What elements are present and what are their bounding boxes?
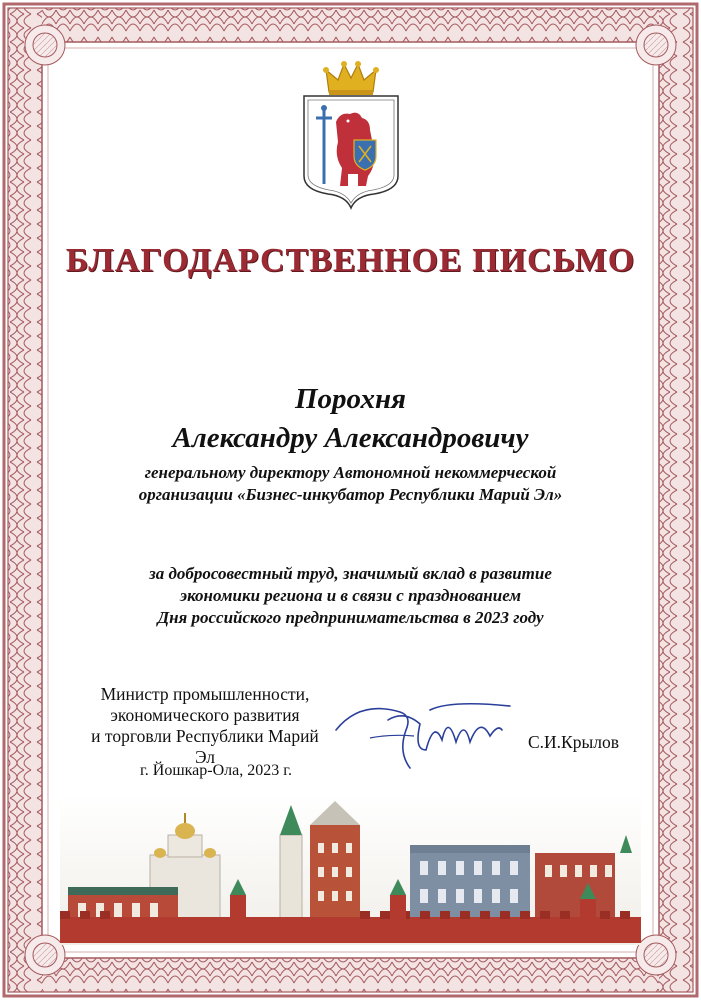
recipient-position-line1: генеральному директору Автономной некоммерческой [144,463,557,482]
minister-title-line2: экономического развития [110,705,300,725]
reason-line3: Дня российского предпринимательства в 2023 году [157,608,544,627]
recipient-name: Александру Александровичу [172,422,529,454]
minister-title-line3: и торговли Республики Марий Эл [91,726,319,767]
recipient-surname: Порохня [294,383,406,415]
place-date: г. Йошкар-Ола, 2023 г. [140,762,292,779]
signer-name: С.И.Крылов [528,732,619,752]
recipient-position-line2: организации «Бизнес-инкубатор Республики Марий Эл» [138,485,563,504]
minister-title-line1: Министр промышленности, [100,684,310,704]
crown-icon [323,61,379,95]
signature-icon [330,690,520,780]
reason-line2: экономики региона и в связи с празднованием [180,586,521,605]
reason-line1: за добросовестный труд, значимый вклад в развитие [149,564,552,583]
coat-of-arms-icon [296,58,406,210]
document-title: БЛАГОДАРСТВЕННОЕ ПИСЬМО [65,242,636,279]
city-panorama-icon [60,795,641,945]
